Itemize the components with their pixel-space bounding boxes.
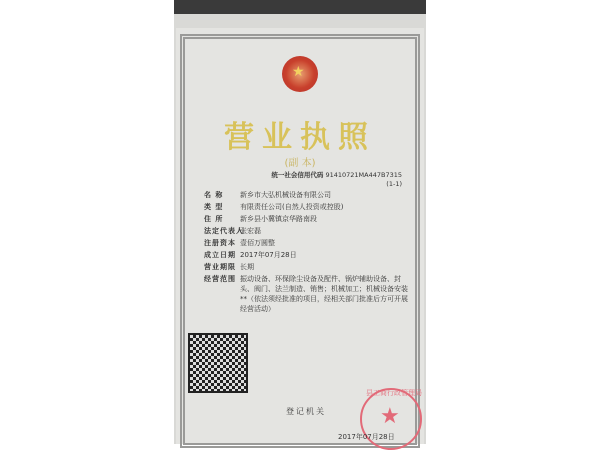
- field-value: 2017年07月28日: [240, 251, 297, 259]
- field-key: 注册资本: [204, 239, 236, 247]
- field-row: [204, 250, 414, 262]
- credit-code-value: 91410721MA447B7315: [325, 171, 402, 179]
- field-row: [204, 214, 414, 226]
- field-row: [204, 226, 414, 238]
- license-fields: [204, 190, 414, 314]
- field-key: 成立日期: [204, 251, 236, 259]
- field-row: [204, 238, 414, 250]
- field-key: 法定代表人: [204, 227, 244, 235]
- field-key: 住 所: [204, 215, 224, 223]
- credit-code-label: 统一社会信用代码: [271, 171, 324, 179]
- field-value: 有限责任公司(自然人投资或控股): [240, 203, 344, 211]
- field-row: [204, 262, 414, 274]
- qr-code: [188, 333, 248, 393]
- field-row: [204, 274, 414, 314]
- field-value: 张宏磊: [240, 227, 261, 235]
- business-license: [176, 28, 424, 444]
- star-icon: ★: [380, 404, 400, 429]
- dark-band: [174, 0, 426, 14]
- field-value: 壹佰万圆整: [240, 239, 275, 247]
- license-subtitle: (副 本): [284, 158, 316, 169]
- seal-text: 县工商行政管理局: [366, 389, 422, 397]
- issue-date: 2017年07月28日: [338, 433, 395, 441]
- credit-code: [271, 170, 402, 179]
- sequence: (1-1): [386, 180, 402, 188]
- field-value: 振动设备、环保除尘设备及配件、锅炉辅助设备、封头、阀门、法兰制造、销售；机械加工；机械设备安装**（依法须经批准的项目，经相关部门批准后方可开展经营活动）: [240, 275, 408, 313]
- field-key: 名 称: [204, 191, 224, 199]
- national-emblem-icon: ★: [282, 56, 318, 92]
- field-key: 经营范围: [204, 275, 236, 283]
- license-title: 营业执照: [224, 120, 376, 155]
- field-key: 类 型: [204, 203, 224, 211]
- field-key: 营业期限: [204, 263, 236, 271]
- field-value: 新乡市大弘机械设备有限公司: [240, 191, 331, 199]
- field-row: [204, 202, 414, 214]
- registration-authority: 登记机关: [286, 407, 326, 416]
- field-row: [204, 190, 414, 202]
- field-value: 长期: [240, 263, 254, 271]
- field-value: 新乡县小冀镇京华路南段: [240, 215, 317, 223]
